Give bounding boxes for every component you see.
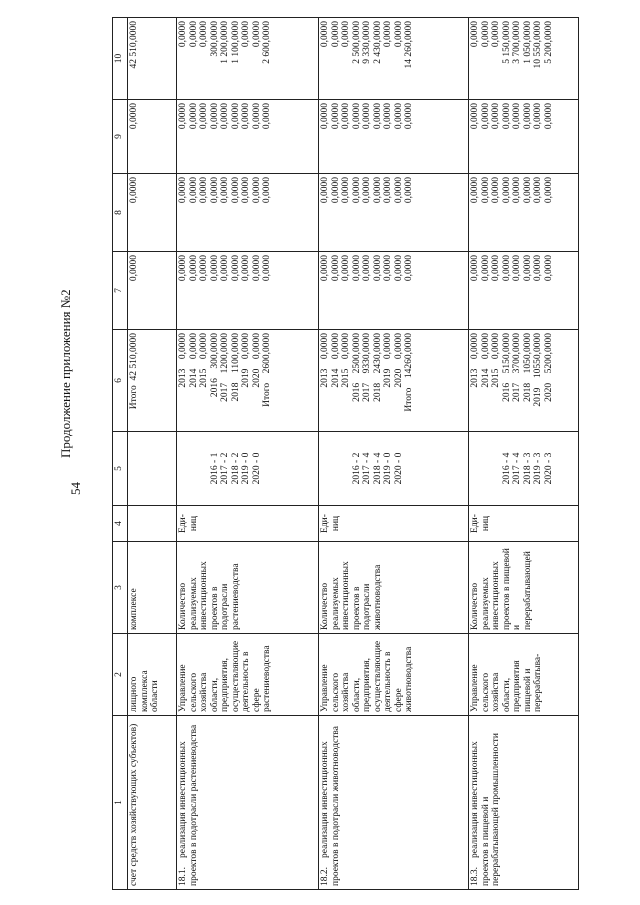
total-value: 0,0000 <box>128 100 177 174</box>
target-values: 2016 - 2 2017 - 4 2018 - 4 2019 - 0 2020 - 0 <box>319 432 469 506</box>
target-values: 2016 - 1 2017 - 2 2018 - 2 2019 - 0 2020 - 0 <box>177 432 319 506</box>
table-row <box>319 18 469 890</box>
measure-name: 18.3.реализация инвестиционных проектов в пищевой и перерабатывающей промышленности <box>469 716 579 890</box>
finance-col6: 2013 0,0000 2014 0,0000 2015 0,0000 2016 5150,0000 2017 3700,0000 2018 1050,0000 2019 10550,0000 2020 5200,0000 <box>469 330 579 432</box>
finance-col10: 0,0000 0,0000 0,0000 5 150,0000 3 700,0000 1 050,0000 10 550,0000 5 200,0000 <box>469 18 579 100</box>
empty-cell <box>128 432 177 506</box>
executor: Управление сельского хозяйства области, предприятия, осуществляющие деятельность в сфере растениеводства <box>177 634 319 716</box>
col-header: 1 <box>113 716 128 890</box>
finance-col9: 0,0000 0,0000 0,0000 0,0000 0,0000 0,0000 0,0000 0,0000 0,0000 <box>319 100 469 174</box>
col-header: 6 <box>113 330 128 432</box>
unit: Еди-ниц <box>319 506 469 542</box>
indicator: Количество реализуемых инвестиционных проектов в пищевой и перерабатывающей <box>469 542 579 634</box>
executor: Управление сельского хозяйства области, предприятия, осуществляющие деятельность в сфере животноводства <box>319 634 469 716</box>
finance-col10: 0,0000 0,0000 0,0000 2 500,0000 9 330,0000 2 430,0000 0,0000 0,0000 14 260,0000 <box>319 18 469 100</box>
col-header: 2 <box>113 634 128 716</box>
col-header: 5 <box>113 432 128 506</box>
continuation-row <box>128 18 177 890</box>
target-values: 2016 - 4 2017 - 4 2018 - 3 2019 - 3 2020 - 3 <box>469 432 579 506</box>
empty-cell <box>128 506 177 542</box>
rotated-table-frame <box>112 18 588 890</box>
finance-col6: 2013 0,0000 2014 0,0000 2015 0,0000 2016 300,0000 2017 1200,0000 2018 1100,0000 2019 0,0000 2020 0,0000 Итого 2600,0000 <box>177 330 319 432</box>
col-header: 10 <box>113 18 128 100</box>
page-number: 54 <box>68 482 83 495</box>
finance-col9: 0,0000 0,0000 0,0000 0,0000 0,0000 0,0000 0,0000 0,0000 0,0000 <box>177 100 319 174</box>
page-header: Продолжение приложения №2 <box>58 289 73 458</box>
col-header: 7 <box>113 252 128 330</box>
total-value: 42 510,0000 <box>128 18 177 100</box>
finance-col8: 0,0000 0,0000 0,0000 0,0000 0,0000 0,0000 0,0000 0,0000 0,0000 <box>319 174 469 252</box>
col-header: 9 <box>113 100 128 174</box>
finance-col8: 0,0000 0,0000 0,0000 0,0000 0,0000 0,0000 0,0000 0,0000 0,0000 <box>177 174 319 252</box>
cont-indicator: комплексе <box>128 542 177 634</box>
finance-col7: 0,0000 0,0000 0,0000 0,0000 0,0000 0,0000 0,0000 0,0000 0,0000 <box>177 252 319 330</box>
finance-col6: 2013 0,0000 2014 0,0000 2015 0,0000 2016 2500,0000 2017 9330,0000 2018 2430,0000 2019 0,0000 2020 0,0000 Итого 14260,0000 <box>319 330 469 432</box>
indicator: Количество реализуемых инвестиционных проектов в подотрасли животноводства <box>319 542 469 634</box>
total-value: 0,0000 <box>128 174 177 252</box>
column-number-row <box>113 18 128 890</box>
finance-col8: 0,0000 0,0000 0,0000 0,0000 0,0000 0,0000 0,0000 0,0000 <box>469 174 579 252</box>
col-header: 8 <box>113 174 128 252</box>
indicator: Количество реализуемых инвестиционных проектов в подотрасли растениеводства <box>177 542 319 634</box>
col-header: 4 <box>113 506 128 542</box>
unit: Еди-ниц <box>469 506 579 542</box>
finance-col7: 0,0000 0,0000 0,0000 0,0000 0,0000 0,0000 0,0000 0,0000 <box>469 252 579 330</box>
finance-col7: 0,0000 0,0000 0,0000 0,0000 0,0000 0,0000 0,0000 0,0000 0,0000 <box>319 252 469 330</box>
total-value: 0,0000 <box>128 252 177 330</box>
cont-exec: лищного комплекса области <box>128 634 177 716</box>
unit: Еди-ниц <box>177 506 319 542</box>
executor: Управление сельского хозяйства области, предприятия пищевой и перерабатыва- <box>469 634 579 716</box>
finance-col9: 0,0000 0,0000 0,0000 0,0000 0,0000 0,0000 0,0000 0,0000 <box>469 100 579 174</box>
cont-name: счет средств хозяйствующих субъектов) <box>128 716 177 890</box>
table-row <box>469 18 579 890</box>
table-row <box>177 18 319 890</box>
total-label: Итого 42 510,0000 <box>128 330 177 432</box>
finance-col10: 0,0000 0,0000 0,0000 300,0000 1 200,0000 1 100,0000 0,0000 0,0000 2 600,0000 <box>177 18 319 100</box>
program-table <box>112 17 579 890</box>
measure-name: 18.1.реализация инвестиционных проектов в подотрасли растениеводства <box>177 716 319 890</box>
measure-name: 18.2.реализация инвестиционных проектов в подотрасли животноводства <box>319 716 469 890</box>
col-header: 3 <box>113 542 128 634</box>
